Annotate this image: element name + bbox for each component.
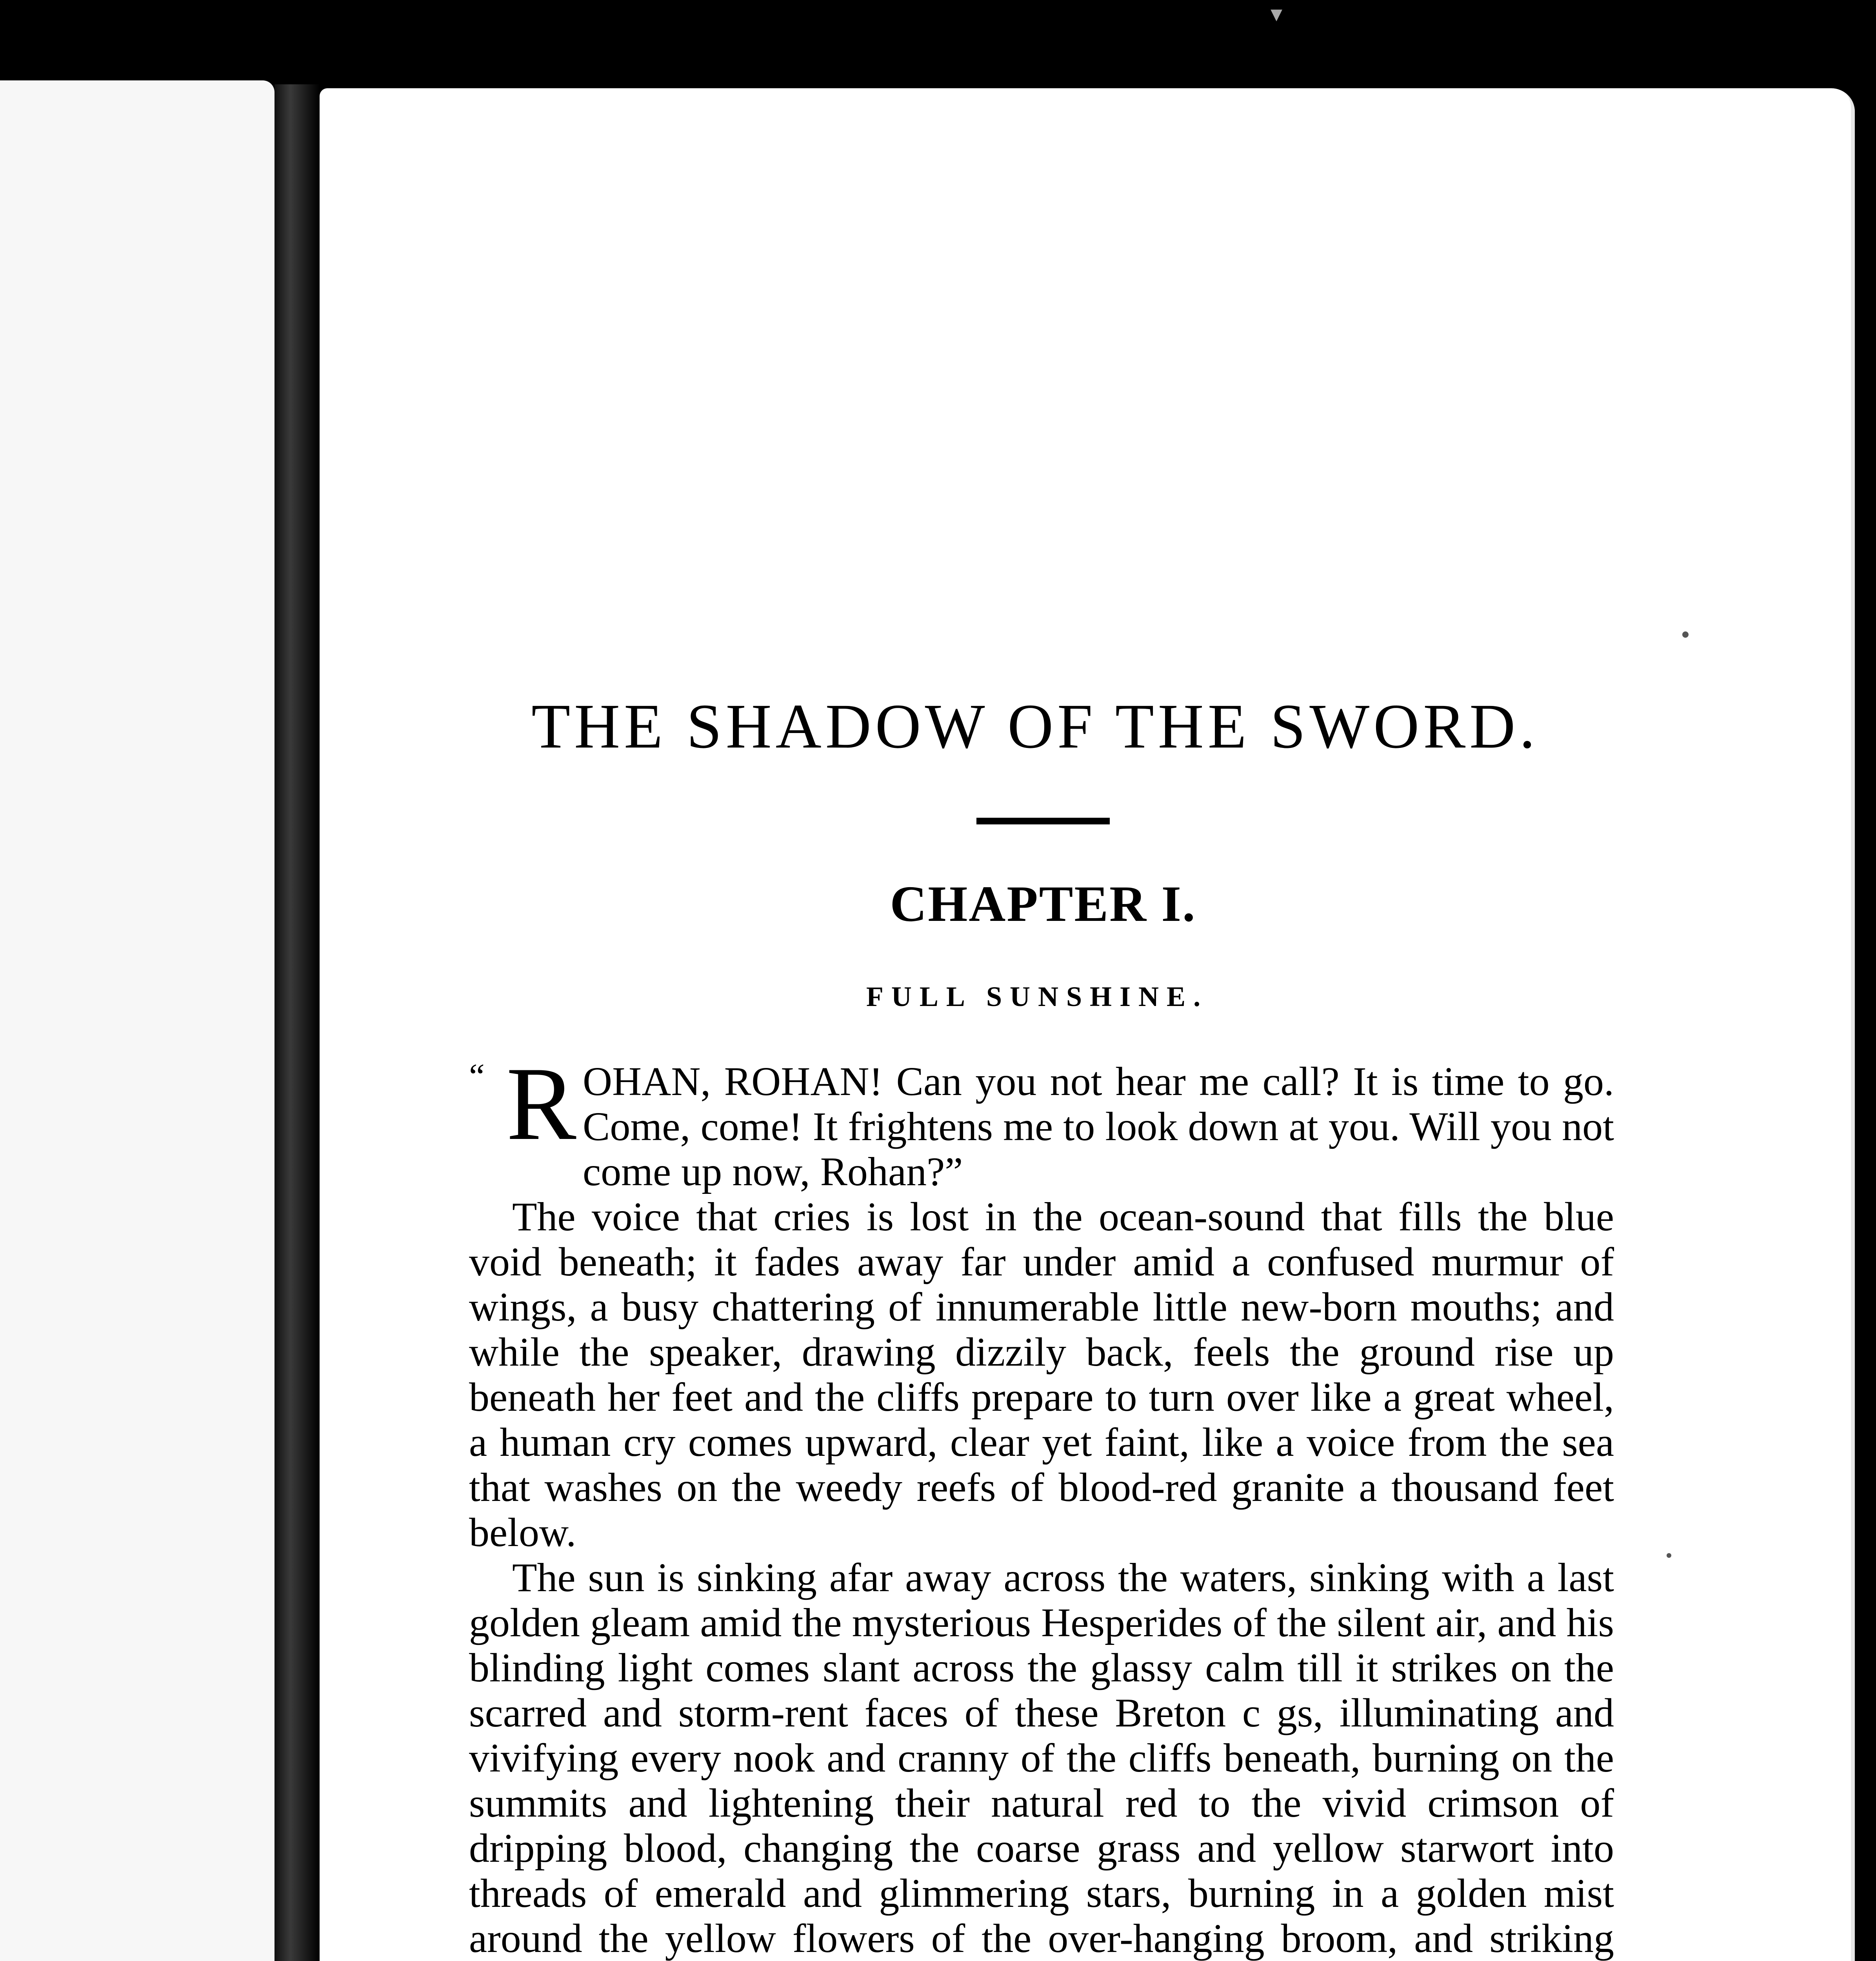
paragraph-1	[469, 1045, 1614, 1194]
paragraph-2: The voice that cries is lost in the ocean-sound that fills the blue void beneath; it fades away far under amid a confused murmur of wings, a busy chattering of innumerable little new-born mouths; and while the speaker, drawing dizzily back, feels the ground rise up beneath her feet and the cliffs prepare to turn over like a great wheel, a human cry comes upward, clear yet faint, like a voice from the sea that washes on the weedy reefs of blood-red granite a thousand feet below.	[469, 1194, 1614, 1555]
book-title: THE SHADOW OF THE SWORD.	[531, 691, 1539, 762]
chapter-subtitle: FULL SUNSHINE.	[866, 981, 1209, 1012]
body-text	[469, 1045, 1614, 1961]
opening-quote: “	[469, 1057, 485, 1096]
chapter-heading: CHAPTER I.	[890, 876, 1196, 932]
drop-cap: R	[506, 1045, 576, 1162]
paragraph-3: The sun is sinking afar away across the waters, sinking with a last golden gleam amid the mysterious Hesperides of the silent air, and his blinding light comes slant across the glassy calm till it strikes on the scarred and storm-rent faces of these Breton c gs, illuminating and vivifying every nook and cranny of the cliffs beneath, burning on the summits and lightening their natural red to the vivid crimson of dripping blood, changing the coarse grass and yellow starwort into threads of emerald and glimmering stars, burning in a golden mist around the yellow flowers of the over-hanging broom, and striking	[469, 1555, 1614, 1961]
dust-speck	[1667, 1553, 1671, 1558]
paragraph-1-text: OHAN, ROHAN! Can you not hear me call? It is time to go. Come, come! It frightens me to look down at you. Will you not come up now, Rohan?”	[583, 1059, 1614, 1194]
dust-speck	[1682, 631, 1689, 638]
drop-cap-block	[469, 1045, 583, 1162]
left-page-edge	[0, 80, 274, 1961]
book-spine	[274, 84, 320, 1961]
binding-mark-icon: ▾	[1270, 1, 1283, 27]
title-divider	[976, 818, 1110, 824]
